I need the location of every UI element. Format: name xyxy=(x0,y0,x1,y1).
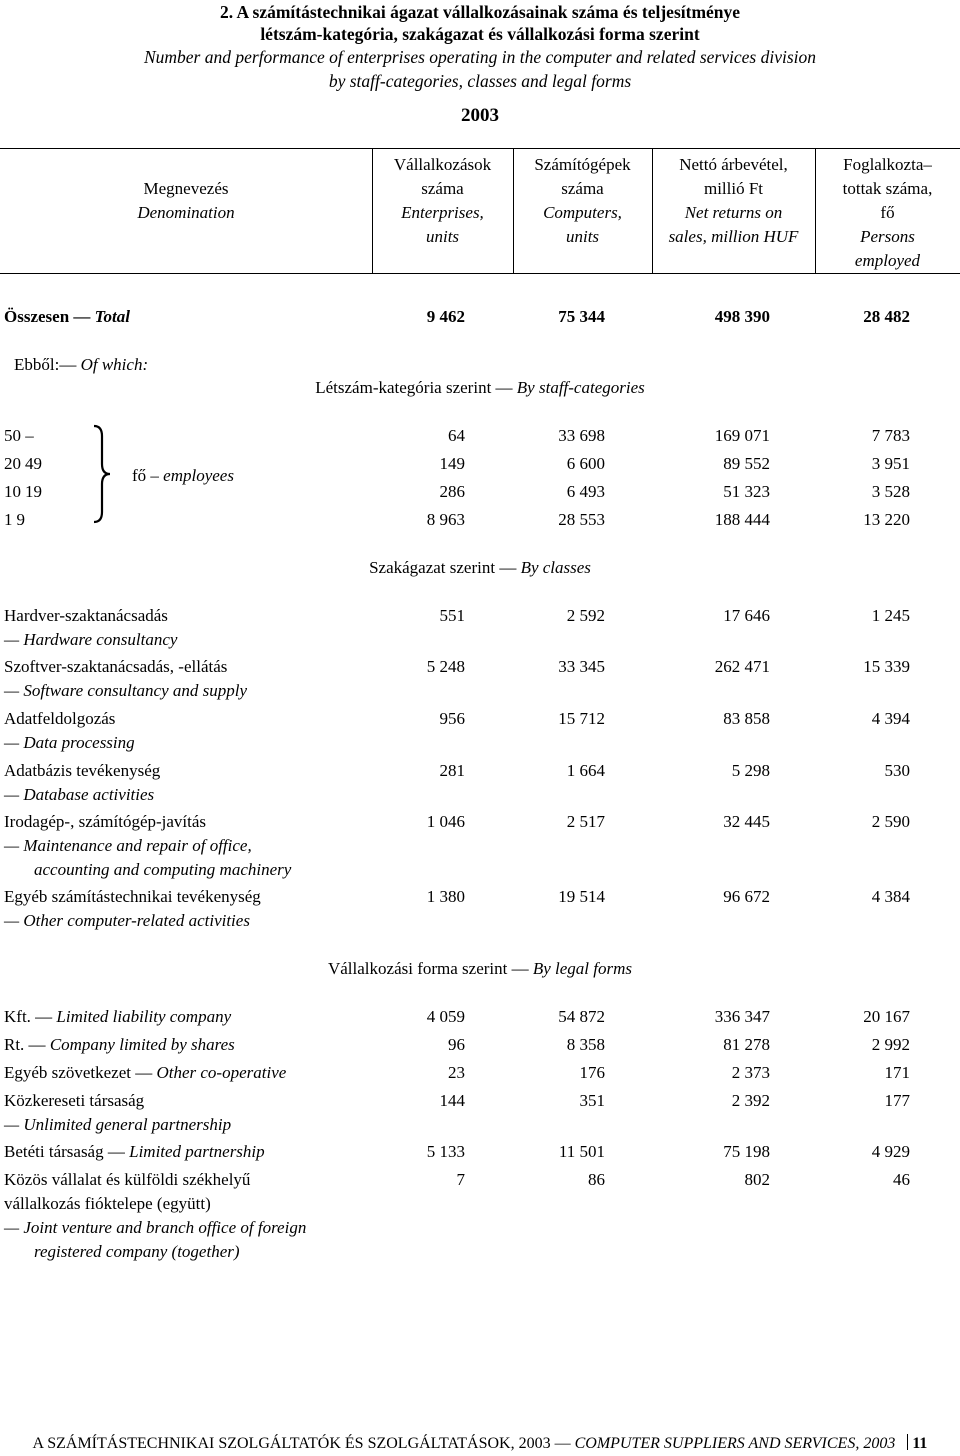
table-cell: 2 592 xyxy=(566,606,605,625)
header-enterprises xyxy=(372,149,513,277)
table-cell: 15 339 xyxy=(863,657,910,676)
class-label-hu: Irodagép-, számítógép-javítás xyxy=(4,812,207,831)
total-label-en: Total xyxy=(94,307,130,326)
table-cell: 86 xyxy=(588,1170,605,1189)
title-line-1: 2. A számítástechnikai ágazat vállalkozásainak száma és teljesítménye xyxy=(219,2,741,22)
table-cell: 802 xyxy=(744,1170,770,1189)
header-text: Net returns on xyxy=(684,203,783,222)
table-cell: 46 xyxy=(893,1170,910,1189)
header-text: Persons xyxy=(860,227,915,246)
table-cell: 6 600 xyxy=(566,454,605,473)
footer-left: A SZÁMÍTÁSTECHNIKAI SZOLGÁLTATÓK ÉS SZOLGÁLTATÁSOK, 2003 — xyxy=(32,1435,571,1452)
total-label xyxy=(4,305,130,329)
legal-label xyxy=(4,1061,286,1085)
table-cell: 2 373 xyxy=(731,1063,770,1082)
table-cell: 2 517 xyxy=(566,812,605,831)
header-text: száma xyxy=(561,179,604,198)
table-cell: 6 493 xyxy=(566,482,605,501)
table-cell: 1 245 xyxy=(871,606,910,625)
table-cell: 4 384 xyxy=(871,887,910,906)
title-line-4: by staff-categories, classes and legal forms xyxy=(328,71,632,91)
staff-label-1-9: 1 9 xyxy=(4,510,25,529)
brace-label-en: employees xyxy=(163,466,234,485)
header-text: Nettó árbevétel, xyxy=(679,155,788,174)
table-cell: 20 167 xyxy=(863,1007,910,1026)
class-label-en: — Software consultancy and supply xyxy=(4,681,248,700)
staff-label-50: 50 – xyxy=(4,426,34,445)
legal-label xyxy=(4,1005,231,1029)
table-cell: 13 220 xyxy=(863,510,910,529)
header-computers xyxy=(513,149,652,277)
table-cell: 7 xyxy=(456,1170,465,1189)
class-label-hu: Szoftver-szaktanácsadás, -ellátás xyxy=(4,657,228,676)
table-cell: 5 133 xyxy=(426,1142,465,1161)
table-cell: 5 298 xyxy=(731,761,770,780)
table-cell: 551 xyxy=(439,606,465,625)
section-staff-hu: Létszám-kategória szerint — xyxy=(315,378,513,397)
legal-label-en: registered company (together) xyxy=(34,1242,240,1261)
total-computers: 75 344 xyxy=(558,307,605,326)
table-cell: 1 046 xyxy=(426,812,465,831)
table-cell: 4 059 xyxy=(426,1007,465,1026)
table-cell: 2 992 xyxy=(871,1035,910,1054)
class-label-en: — Maintenance and repair of office, xyxy=(4,836,252,855)
header-net-returns xyxy=(652,149,815,277)
table-cell: 176 xyxy=(579,1063,605,1082)
staff-brace-label xyxy=(132,464,234,488)
total-persons: 28 482 xyxy=(863,307,910,326)
header-denomination xyxy=(0,149,372,301)
section-legal-en: By legal forms xyxy=(532,959,633,978)
page-number: 11 xyxy=(912,1435,928,1452)
section-classes xyxy=(0,556,960,580)
header-text: Computers, xyxy=(543,203,622,222)
table-cell: 96 xyxy=(448,1035,465,1054)
class-label-en: — Database activities xyxy=(4,785,155,804)
header-text: Foglalkozta– xyxy=(843,155,932,174)
staff-label-20-49: 20 49 xyxy=(4,454,42,473)
table-cell: 5 248 xyxy=(426,657,465,676)
class-label-en: — Other computer-related activities xyxy=(4,911,250,930)
table-cell: 1 664 xyxy=(566,761,605,780)
class-label-hu: Hardver-szaktanácsadás xyxy=(4,606,168,625)
header-text: Vállalkozások xyxy=(393,155,492,174)
class-label-hu: Adatbázis tevékenység xyxy=(4,761,161,780)
legal-label-en: Limited liability company xyxy=(56,1007,232,1026)
header-text: units xyxy=(565,227,600,246)
table-cell: 33 345 xyxy=(558,657,605,676)
total-label-hu: Összesen — xyxy=(4,307,91,326)
table-cell: 51 323 xyxy=(723,482,770,501)
title-line-2: létszám-kategória, szakágazat és vállalkozási forma szerint xyxy=(260,24,700,44)
table-cell: 11 501 xyxy=(558,1142,605,1161)
table-cell: 351 xyxy=(579,1091,605,1110)
table-cell: 149 xyxy=(439,454,465,473)
header-text: units xyxy=(425,227,460,246)
of-which-en: Of which: xyxy=(80,355,149,374)
header-text: száma xyxy=(421,179,464,198)
total-enterprises: 9 462 xyxy=(426,307,465,326)
table-cell: 7 783 xyxy=(871,426,910,445)
legal-label-hu: Közös vállalat és külföldi székhelyű xyxy=(4,1170,251,1189)
title-line-3: Number and performance of enterprises operating in the computer and related services division xyxy=(143,47,817,67)
right-brace-icon xyxy=(92,424,114,524)
page-footer xyxy=(0,1432,960,1456)
header-text: fő xyxy=(880,203,895,222)
table-cell: 33 698 xyxy=(558,426,605,445)
table-cell: 4 394 xyxy=(871,709,910,728)
table-cell: 83 858 xyxy=(723,709,770,728)
table-cell: 8 358 xyxy=(566,1035,605,1054)
table-header xyxy=(0,148,960,274)
table-cell: 17 646 xyxy=(723,606,770,625)
class-label-en: — Hardware consultancy xyxy=(4,630,178,649)
year-label: 2003 xyxy=(461,105,499,126)
section-legal-hu: Vállalkozási forma szerint — xyxy=(327,959,529,978)
table-cell: 169 071 xyxy=(714,426,770,445)
table-cell: 171 xyxy=(884,1063,910,1082)
table-cell: 64 xyxy=(448,426,465,445)
legal-label-hu: Betéti társaság — xyxy=(4,1142,125,1161)
header-text: sales, million HUF xyxy=(668,227,799,246)
header-denomination-en: Denomination xyxy=(137,203,235,222)
table-cell: 3 951 xyxy=(871,454,910,473)
legal-label-hu: Kft. — xyxy=(4,1007,53,1026)
of-which-hu: Ebből:— xyxy=(14,355,77,374)
table-cell: 4 929 xyxy=(871,1142,910,1161)
class-label-hu: Adatfeldolgozás xyxy=(4,709,116,728)
legal-label-hu: Egyéb szövetkezet — xyxy=(4,1063,153,1082)
table-cell: 2 392 xyxy=(731,1091,770,1110)
table-cell: 15 712 xyxy=(558,709,605,728)
header-text: employed xyxy=(854,251,921,270)
total-net-returns: 498 390 xyxy=(714,307,770,326)
header-persons-employed xyxy=(815,149,960,277)
legal-label-en: Other co-operative xyxy=(156,1063,287,1082)
section-classes-hu: Szakágazat szerint — xyxy=(369,558,517,577)
legal-label xyxy=(4,1140,265,1164)
table-cell: 89 552 xyxy=(723,454,770,473)
class-label-hu: Egyéb számítástechnikai tevékenység xyxy=(4,887,261,906)
table-cell: 262 471 xyxy=(714,657,770,676)
table-cell: 3 528 xyxy=(871,482,910,501)
table-cell: 81 278 xyxy=(723,1035,770,1054)
table-cell: 956 xyxy=(439,709,465,728)
legal-label-en: Company limited by shares xyxy=(49,1035,235,1054)
section-classes-en: By classes xyxy=(520,558,591,577)
table-cell: 177 xyxy=(884,1091,910,1110)
brace-label-hu: fő – xyxy=(132,466,159,485)
header-text: millió Ft xyxy=(703,179,764,198)
section-staff-en: By staff-categories xyxy=(516,378,645,397)
legal-label-en: Limited partnership xyxy=(129,1142,265,1161)
legal-label-hu: vállalkozás fióktelepe (együtt) xyxy=(4,1194,211,1213)
staff-label-10-19: 10 19 xyxy=(4,482,42,501)
table-cell: 8 963 xyxy=(426,510,465,529)
table-cell: 23 xyxy=(448,1063,465,1082)
class-label-en: accounting and computing machinery xyxy=(34,860,292,879)
table-cell: 188 444 xyxy=(714,510,770,529)
header-text: Számítógépek xyxy=(534,155,631,174)
legal-label-hu: Rt. — xyxy=(4,1035,46,1054)
table-cell: 530 xyxy=(884,761,910,780)
class-label-en: — Data processing xyxy=(4,733,135,752)
header-denomination-hu: Megnevezés xyxy=(143,179,229,198)
header-text: Enterprises, xyxy=(401,203,484,222)
section-staff-categories xyxy=(0,376,960,400)
table-cell: 336 347 xyxy=(714,1007,770,1026)
footer-right: COMPUTER SUPPLIERS AND SERVICES, 2003 xyxy=(574,1435,896,1452)
legal-label-hu: Közkereseti társaság xyxy=(4,1091,145,1110)
table-cell: 2 590 xyxy=(871,812,910,831)
legal-label xyxy=(4,1033,235,1057)
table-cell: 144 xyxy=(439,1091,465,1110)
table-cell: 28 553 xyxy=(558,510,605,529)
table-cell: 281 xyxy=(439,761,465,780)
legal-label-en: — Unlimited general partnership xyxy=(4,1115,232,1134)
table-cell: 75 198 xyxy=(723,1142,770,1161)
footer-divider xyxy=(907,1434,908,1450)
section-legal-forms xyxy=(0,957,960,981)
legal-label-en: — Joint venture and branch office of foreign xyxy=(4,1218,307,1237)
of-which-label xyxy=(14,353,148,377)
table-cell: 1 380 xyxy=(426,887,465,906)
table-cell: 286 xyxy=(439,482,465,501)
table-cell: 54 872 xyxy=(558,1007,605,1026)
table-cell: 96 672 xyxy=(723,887,770,906)
table-cell: 32 445 xyxy=(723,812,770,831)
header-text: tottak száma, xyxy=(842,179,933,198)
table-cell: 19 514 xyxy=(558,887,605,906)
